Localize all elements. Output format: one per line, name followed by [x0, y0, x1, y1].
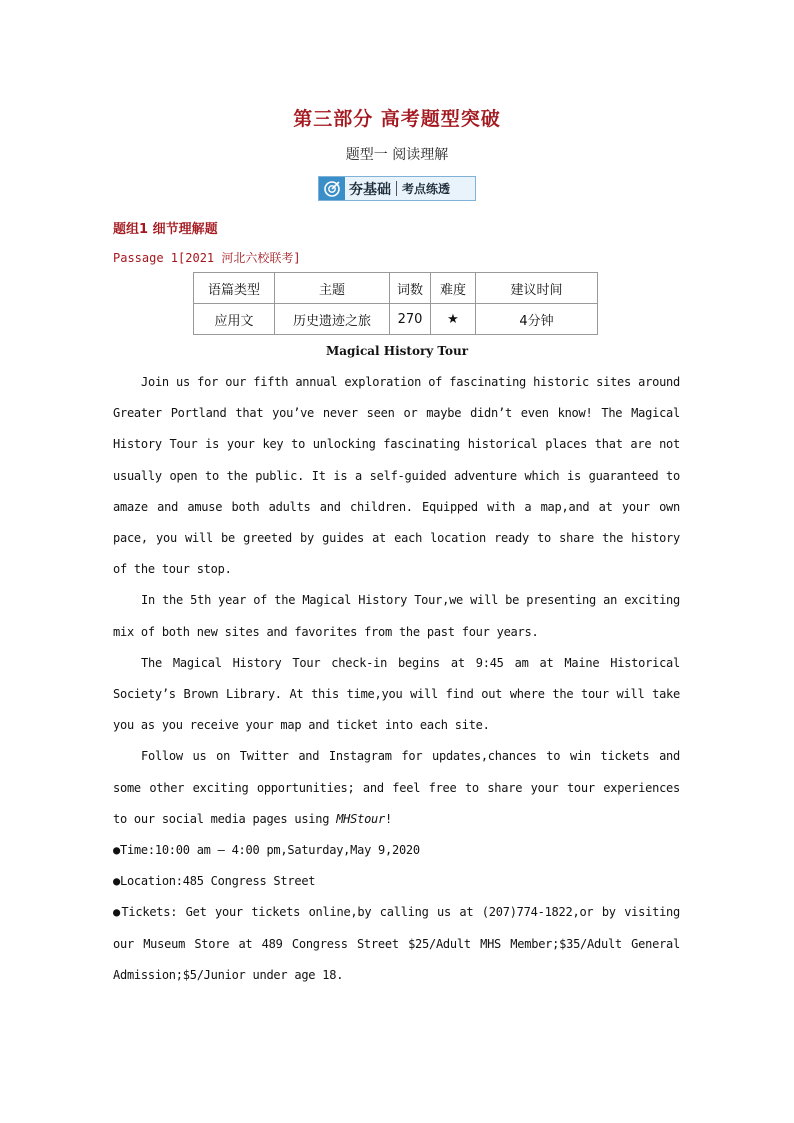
- article-body: [113, 367, 680, 991]
- paragraph-text: Follow us on Twitter and Instagram for updates,chances to win tickets and some other exciting opportunities; and feel free to share your tour experiences to our social media pages using: [113, 749, 680, 826]
- table-cell: ★: [431, 304, 476, 335]
- table-cell: 应用文: [194, 304, 275, 335]
- table-cell: 历史遗迹之旅: [275, 304, 390, 335]
- table-cell: 4分钟: [476, 304, 598, 335]
- article-title: Magical History Tour: [325, 344, 469, 358]
- location-item: ●Location:485 Congress Street: [113, 874, 316, 889]
- table-header-cell: 建议时间: [476, 273, 598, 304]
- table-header-cell: 难度: [431, 273, 476, 304]
- banner-sub-label: 考点练透: [402, 182, 451, 196]
- practice-banner: [318, 176, 476, 201]
- banner-divider: [396, 181, 397, 196]
- table-header-row: [194, 273, 598, 304]
- paragraph: [113, 741, 680, 835]
- table-cell: 270: [390, 304, 431, 335]
- time-item: ●Time:10:00 am — 4:00 pm,Saturday,May 9,2020: [113, 843, 420, 858]
- part-title: 第三部分 高考题型突破: [293, 108, 501, 130]
- table-header-cell: 语篇类型: [194, 273, 275, 304]
- passage-label: Passage 1[2021 河北六校联考]: [113, 251, 301, 265]
- section-subtitle: 题型一 阅读理解: [345, 147, 449, 163]
- hashtag: MHStour: [336, 811, 386, 826]
- table-header-cell: 词数: [390, 273, 431, 304]
- target-icon: [319, 177, 345, 200]
- banner-main-label: 夯基础: [349, 181, 391, 198]
- tickets-item: ●Tickets: Get your tickets online,by calling us at (207)774-1822,or by visiting our Museum Store at 489 Congress Street $25/Adult MHS Member;$35/Adult General Admission;$5/Junior under age 18.: [113, 905, 680, 982]
- paragraph: Join us for our fifth annual exploration of fascinating historic sites around Greater Portland that you’ve never seen or maybe didn’t even know! The Magical History Tour is your key to unlocking fascinating historical places that are not usually open to the public. It is a self-guided adventure which is guaranteed to amaze and amuse both adults and children. Equipped with a map,and at your own pace, you will be greeted by guides at each location ready to share the history of the tour stop.: [113, 375, 680, 577]
- table-row: [194, 304, 598, 335]
- table-header-cell: 主题: [275, 273, 390, 304]
- paragraph: The Magical History Tour check-in begins at 9:45 am at Maine Historical Society’s Brown Library. At this time,you will find out where the tour will take you as you receive your map and ticket into each site.: [113, 655, 680, 733]
- passage-info-table: [193, 272, 598, 335]
- paragraph-text: !: [385, 811, 392, 826]
- group-title: 题组1 细节理解题: [113, 222, 218, 237]
- paragraph: In the 5th year of the Magical History Tour,we will be presenting an exciting mix of both new sites and favorites from the past four years.: [113, 593, 680, 639]
